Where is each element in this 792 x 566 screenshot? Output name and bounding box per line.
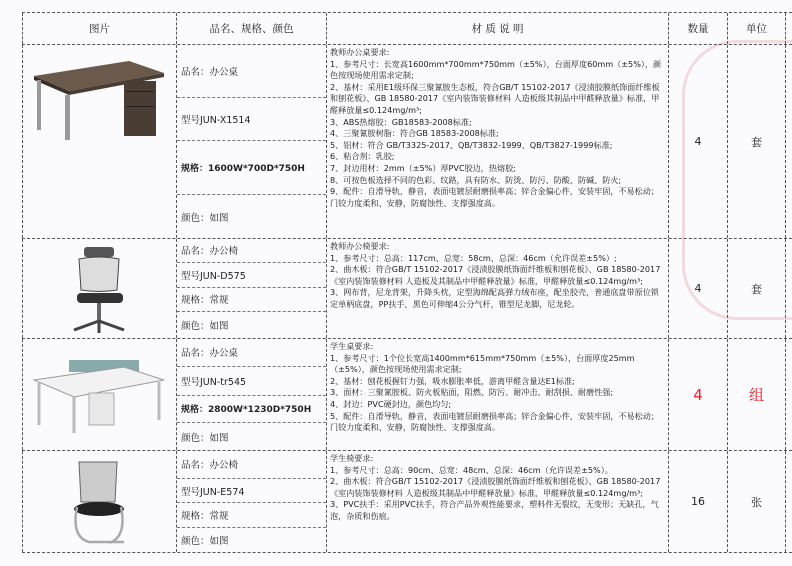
item-quantity: 4 xyxy=(668,45,727,238)
item-color: 颜色：如图 xyxy=(181,536,229,548)
item-name: 品名：办公椅 xyxy=(177,451,326,479)
item-name: 品名：办公桌 xyxy=(177,45,326,98)
item-name: 品名：办公椅 xyxy=(177,239,326,263)
item-color: 颜色：如图 xyxy=(181,321,229,333)
item-model: 型号JUN-E574 xyxy=(177,479,326,504)
header-material: 材 质 说 明 xyxy=(326,13,668,44)
table-edge xyxy=(785,339,792,450)
item-unit: 张 xyxy=(727,451,785,552)
table-row xyxy=(22,45,792,239)
item-unit: 组 xyxy=(727,339,785,450)
item-unit: 套 xyxy=(727,45,785,238)
item-material: 教师办公桌要求: 1、参考尺寸：长宽高1600mm*700mm*750mm（±5%），台面厚度60mm（±5%），颜色按现场使用需求定制; 2、基材：采用E1级环保三聚氰胺生态板，符合GB/T 15102-2017《浸渍胶膜纸饰面纤维板和刨花板》、GB 18580-2017《室内装饰装修材料 人造板级其制品中甲醛释放量》标准，甲醛释放量≤0.124mg/m³; 3、ABS热熔胶：GB18583-2008标准; 4、三聚氰胺树脂：符合GB 18583-2008标准; 5、铝材：符合 GB/T3325-2017、QB/T3832-1999、QB/T3827-1999标准; 6、粘合剂：乳胶; 7、封边用材：2mm（±5%）厚PVC胶边，热熔胶; 8、可按色板选择不同的色彩、纹路，具有防水、防烫、防污、防酸、防碱、防火; 9、配件：自滑导轨，静音，表面电镀层耐磨损率高；锌合金偏心件，安装牢固，不易松动；门铰力度柔和、安静，防腐蚀性、支撑强度高。 xyxy=(330,47,662,208)
header-unit: 单位 xyxy=(727,13,785,44)
item-quantity: 4 xyxy=(668,239,727,338)
header-name: 品名、规格、颜色 xyxy=(176,13,326,44)
table-edge xyxy=(785,451,792,552)
item-name: 品名：办公桌 xyxy=(177,339,326,367)
product-image-student-chair xyxy=(22,451,176,552)
item-material: 学生椅要求: 1、参考尺寸：总高：90cm、总宽：48cm、总深：46cm（允许误差±5%）。 2、曲木板：符合GB/T 15102-2017《浸渍胶膜纸饰面纤维板和刨花板》、GB 18580-2017《室内装饰装修材料 人造板级其制品中甲醛释放量》标准，甲醛释放量≤0.124mg/m³; 3、PVC扶手：采用PVC扶手，符合产品外观性能要求，塑料件无裂纹，无变形；无缺孔，气泡，杂质和伤痕。 xyxy=(330,453,661,521)
table-header xyxy=(22,13,792,45)
item-material: 教师办公椅要求: 1、参考尺寸：总高：117cm、总宽：58cm、总深：46cm（允许误差±5%）; 2、曲木板：符合GB/T 15102-2017《浸渍胶膜纸饰面纤维板和刨花板》、GB 18580-2017《室内装饰装修材料 人造板及其制品中甲醛释放量》标准，甲醛释放量≤0.124mg/m³; 3、网布背，尼龙背架，升降头枕，定型海绵配高弹力绒布座，配坐胶壳，普通底盘带原位锁定单柄底盘，PP扶手，黑色可伸缩4公分气杆，锥型尼龙脚，尼龙轮。 xyxy=(330,241,661,309)
item-color: 颜色：如图 xyxy=(181,212,229,224)
item-quantity: 16 xyxy=(668,451,727,552)
item-quantity: 4 xyxy=(668,339,727,450)
header-picture: 图片 xyxy=(22,13,176,44)
item-model: 型号JUN-D575 xyxy=(177,263,326,288)
table-edge xyxy=(785,239,792,338)
product-image-student-desk xyxy=(22,339,176,450)
item-spec: 规格：1600W*700D*750H xyxy=(177,141,326,196)
table-row xyxy=(22,339,792,451)
product-image-office-chair xyxy=(22,239,176,338)
table-row xyxy=(22,451,792,553)
item-spec: 规格：常规 xyxy=(177,503,326,528)
item-material: 学生桌要求: 1、参考尺寸：1个位长宽高1400mm*615mm*750mm（±5%），台面厚度25mm（±5%），颜色按现场使用需求定制; 2、基材：刨花板握钉力强，吸水膨胀率低，游离甲醛含量达E1标准; 3、面材：三聚氰胺板、防火板贴面，阻燃、防污、耐冲击、耐刮损、耐磨性强; 4、封边：PVC硬封边，颜色均匀; 5、配件：自滑导轨，静音，表面电镀层耐磨损率高；锌合金偏心件，安装牢固，不易松动；门铰力度柔和、安静，防腐蚀性、支撑强度高。 xyxy=(330,341,659,433)
item-spec: 规格：常规 xyxy=(177,288,326,313)
table-edge xyxy=(785,13,792,44)
header-quantity: 数量 xyxy=(668,13,727,44)
product-image-desk xyxy=(22,45,176,238)
item-model: 型号JUN-X1514 xyxy=(177,98,326,141)
item-color: 颜色：如图 xyxy=(181,432,229,444)
item-unit: 套 xyxy=(727,239,785,338)
item-spec: 规格：2800W*1230D*750H xyxy=(177,396,326,424)
product-table xyxy=(22,12,792,553)
table-edge xyxy=(785,45,792,238)
item-model: 型号JUN-tr545 xyxy=(177,367,326,396)
table-row xyxy=(22,239,792,339)
